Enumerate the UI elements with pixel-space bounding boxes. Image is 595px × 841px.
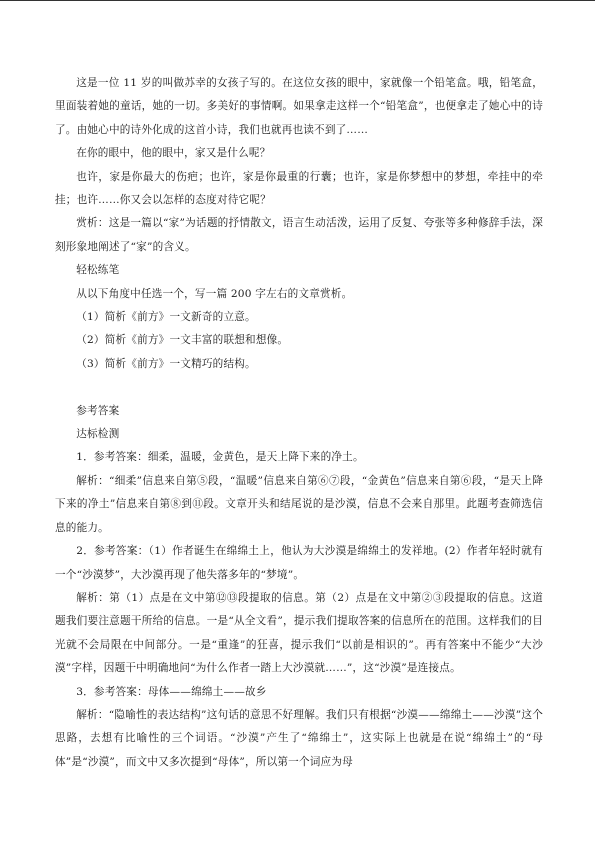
answer-2: 2．参考答案：（1）作者诞生在绵绵土上，他认为大沙漠是绵绵土的发祥地。(2）作者年轻时就有一个“沙漠梦”，大沙漠再现了他失落多年的“梦境”。 [55, 545, 543, 581]
practice-option-2: （2）简析《前方》一文丰富的联想和想像。 [76, 334, 289, 347]
analysis-1: 解析：“细柔”信息来自第⑤段，“温暖”信息来自第⑥⑦段，“金黄色”信息来自第⑥段，“是天上降下来的净土”信息来自第⑧到⑪段。文章开头和结尾说的是沙漠，信息不会来自那里。此题考查筛选信息的能力。 [55, 474, 543, 534]
section-heading-answers: 参考答案 [76, 404, 120, 417]
analysis-3: 解析：“隐喻性的表达结构”这句话的意思不好理解。我们只有根据“沙漠——绵绵土——沙漠”这个思路，去想有比喻性的三个词语。“沙漠”产生了“绵绵土”，这实际上也就是在说“绵绵土”的“母体”是“沙漠”，而文中又多次提到“母体”，所以第一个词应为母 [55, 708, 543, 768]
answer-1: 1．参考答案：细柔，温暖，金黄色，是天上降下来的净土。 [76, 451, 364, 464]
answer-3: 3．参考答案：母体——绵绵土——故乡 [76, 685, 267, 698]
section-heading-checks: 达标检测 [76, 428, 120, 441]
paragraph-intro: 这是一位 11 岁的叫做苏幸的女孩子写的。在这位女孩的眼中，家就像一个铅笔盒。哦，铅笔盒，里面装着她的童话，她的一切。多美好的事情啊。如果拿走这样一个“铅笔盒”，也便拿走了她心中的诗了。由她心中的诗外化成的这首小诗，我们也就再也读不到了…… [55, 77, 543, 136]
page-top-border [0, 0, 595, 1]
blank-line [55, 376, 543, 399]
paragraph-practice-instruction: 从以下角度中任选一个，写一篇 200 字左右的文章赏析。 [76, 287, 353, 300]
section-heading-practice: 轻松练笔 [76, 264, 120, 277]
paragraph-appreciation: 赏析：这是一篇以“家”为话题的抒情散文，语言生动活泼，运用了反复、夸张等多种修辞手法，深刻形象地阐述了“家”的含义。 [55, 217, 543, 253]
document-body [55, 72, 543, 774]
analysis-2: 解析：第（1）点是在文中第⑫⑬段提取的信息。第（2）点是在文中第②③段提取的信息。这道题我们要注意题干所给的信息。一是“从全文看”，提示我们提取答案的信息所在的范围。这样我们的目光就不会局限在中间部分。一是“重逢”的狂喜，提示我们“以前是相识的”。再有答案中不能少“大沙漠”字样，因题干中明确地问“为什么作者一踏上大沙漠就……”，这“沙漠”是连接点。 [55, 591, 543, 675]
paragraph-perhaps: 也许，家是你最大的伤疤；也许，家是你最重的行囊；也许，家是你梦想中的梦想，牵挂中的牵挂；也许……你又会以怎样的态度对待它呢？ [55, 170, 543, 207]
practice-option-3: （3）简析《前方》一文精巧的结构。 [76, 357, 256, 370]
paragraph-question: 在你的眼中，他的眼中，家又是什么呢？ [76, 147, 271, 160]
practice-option-1: （1）简析《前方》一文新奇的立意。 [76, 311, 256, 324]
